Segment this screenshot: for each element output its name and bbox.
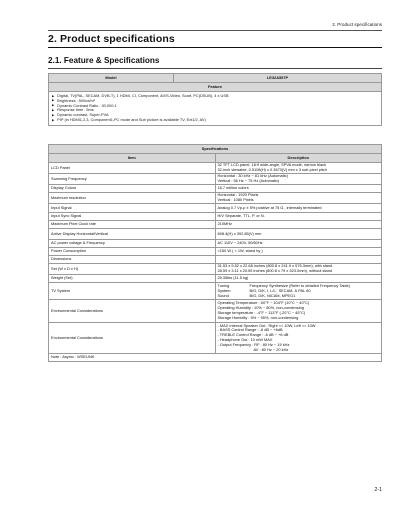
- spec-item: Power Consumption: [49, 248, 216, 256]
- feature-bullet: ▶ Dynamic Contrast Ratio : 30,000:1: [52, 104, 378, 109]
- spec-desc: 210MHz: [215, 221, 382, 229]
- spec-desc-line: - Output Frequency : RF : 80 Hz ~ 15 kHz: [217, 341, 290, 347]
- spec-desc: 698.4(H) x 392.85(V) mm: [215, 229, 382, 240]
- spec-table: [48, 144, 382, 362]
- tv-system-desc: [215, 283, 382, 300]
- spec-desc-line: - Headphone Out : 10 mW MAX: [217, 336, 273, 342]
- spec-item: LCD Panel: [49, 163, 216, 174]
- spec-desc-line: - MAX Internal Speaker Out : Right <= 10W, Left <= 10W: [217, 322, 316, 328]
- sound-value: B/G, D/K, NICAM, MPEG1: [249, 292, 296, 298]
- spec-desc: 25.35lbs (11.5 kg): [215, 275, 382, 283]
- spec-item: Dimensions: [49, 256, 216, 264]
- header-rule: [48, 30, 382, 31]
- spec-item: TV System: [49, 283, 216, 300]
- spec-desc-line: Vertical : 56 Hz ~ 75 Hz (Automatic): [217, 178, 280, 183]
- spec-desc-line: Vertical : 1080 Pixels: [217, 197, 254, 202]
- spec-item: Environmental Considerations: [49, 300, 216, 322]
- sound-label: Sound: [217, 292, 229, 298]
- col-header-item: Item: [49, 154, 216, 163]
- spec-desc: [215, 264, 382, 275]
- spec-desc-line: 32-inch viewable, 0.5108(H) x 0.3673(V) mm x 3 sub-pixel pitch: [217, 167, 327, 172]
- spec-item: Weight (Set): [49, 275, 216, 283]
- section-title: 2.1. Feature & Specifications: [48, 56, 160, 65]
- tuning-value: Frequency Synthesize (Refer to detailed Frequency Table): [249, 283, 350, 288]
- audio-desc: [215, 322, 382, 354]
- spec-item: Maximum Pixel Clock rate: [49, 221, 216, 229]
- spec-desc: AC 110V ~ 240V, 50/60Hz: [215, 240, 382, 248]
- spec-desc: 16.7 million colors: [215, 185, 382, 193]
- feature-bullet: ▶ Dynamic contrast, Super-PVA: [52, 113, 378, 118]
- tuning-label: Tuning: [217, 283, 230, 288]
- spec-desc: Analog 0.7 Vp-p ± 5% positive at 75 Ω , internally terminated: [215, 204, 382, 213]
- spec-item: Set (W x D x H): [49, 264, 216, 275]
- spec-note: Note : Asymc : WSEUNK: [49, 354, 382, 362]
- feature-table: [48, 73, 382, 126]
- model-label: Model: [49, 74, 174, 83]
- spec-desc: [215, 163, 382, 174]
- running-header: 2. Product specifications: [332, 22, 382, 27]
- spec-desc-line: 32 TFT LCD panel, 16:9 wide-angle, SPVA mode, narrow black: [217, 162, 327, 168]
- feature-bullet: ▶ Brightness : 500cd/m²: [52, 99, 378, 104]
- page-number: 2-1: [374, 487, 382, 493]
- spec-desc: [215, 174, 382, 185]
- feature-bullet: ▶ PIP (in HDMI1,2,3, Component1,PC mode and Sub picture is available TV, Ext1/2, AV): [52, 118, 378, 123]
- feature-bullet: ▶ Digital, TV(PAL, SECAM, DVB-T), 1 HDMI, CI, Component, AV/S-Video, Scart, PC(DSUB), 4 x USB: [52, 94, 378, 99]
- spec-item: Active Display Horizontal/Vertical: [49, 229, 216, 240]
- environmental-desc: [215, 300, 382, 322]
- spec-desc-line: AV : 80 Hz ~ 20 kHz: [253, 346, 289, 352]
- spec-item: Environmental Considerations: [49, 322, 216, 354]
- spec-desc-line: Horizontal : 30 kHz ~ 81 kHz (Automatic): [217, 173, 288, 179]
- spec-item: Input Signal: [49, 204, 216, 213]
- spec-desc-line: Horizontal : 1920 Pixels: [217, 192, 259, 198]
- feature-list: [49, 92, 382, 126]
- spec-desc-line: Operating Temperature : 50°F ~ 104°F (10°C ~ 40°C): [217, 300, 310, 306]
- chapter-rule: [48, 47, 382, 48]
- spec-desc: H/V Separate, TTL, P. or N.: [215, 213, 382, 221]
- spec-desc-line: 31.53 x 9.52 x 22.68 inches (800.8 x 241.9 x 576.3mm), with stand: [217, 263, 333, 269]
- section-rule: [48, 68, 382, 69]
- spec-item: Display Colors: [49, 185, 216, 193]
- tv-system-subtable: [218, 284, 380, 298]
- chapter-title: 2. Product specifications: [48, 33, 175, 45]
- spec-item: AC power voltage & Frequency: [49, 240, 216, 248]
- spec-desc-line: Operating Humidity : 10% ~ 80%, non-condensing: [217, 305, 304, 311]
- spec-desc: [215, 193, 382, 204]
- col-header-description: Description: [215, 154, 382, 163]
- spec-item: Scanning Frequency: [49, 174, 216, 185]
- system-label: System: [217, 287, 231, 293]
- spec-desc-line: Storage Humidity : 5% ~ 95%, non-condensing: [217, 314, 299, 320]
- feature-bullet: ▶ Response time : 5ms: [52, 108, 378, 113]
- spec-item: Maximum resolution: [49, 193, 216, 204]
- system-value: B/G, D/K, I, L/L', SECAM, & PAL 60: [249, 287, 311, 293]
- spec-desc-line: Storage temperature : -4°F ~ 113°F (-20°C ~ 45°C): [217, 309, 306, 315]
- spec-desc-line: - TREBLE Control Range : -6 dB ~ +6 dB: [217, 332, 289, 338]
- spec-desc-line: - BASS Control Range : -6 dB ~ +6dB: [217, 327, 283, 333]
- spec-title: Specifications: [49, 145, 382, 154]
- spec-item: Input Sync Signal: [49, 213, 216, 221]
- spec-desc: <150 W ( < 1W, stand by ): [215, 248, 382, 256]
- feature-label: Feature: [49, 83, 382, 92]
- spec-desc-line: 28.59 x 3.11 x 20.59 inches (800.8 x 79 x 523.0mm), without stand: [217, 268, 333, 273]
- model-value: LE32A557P: [174, 74, 382, 83]
